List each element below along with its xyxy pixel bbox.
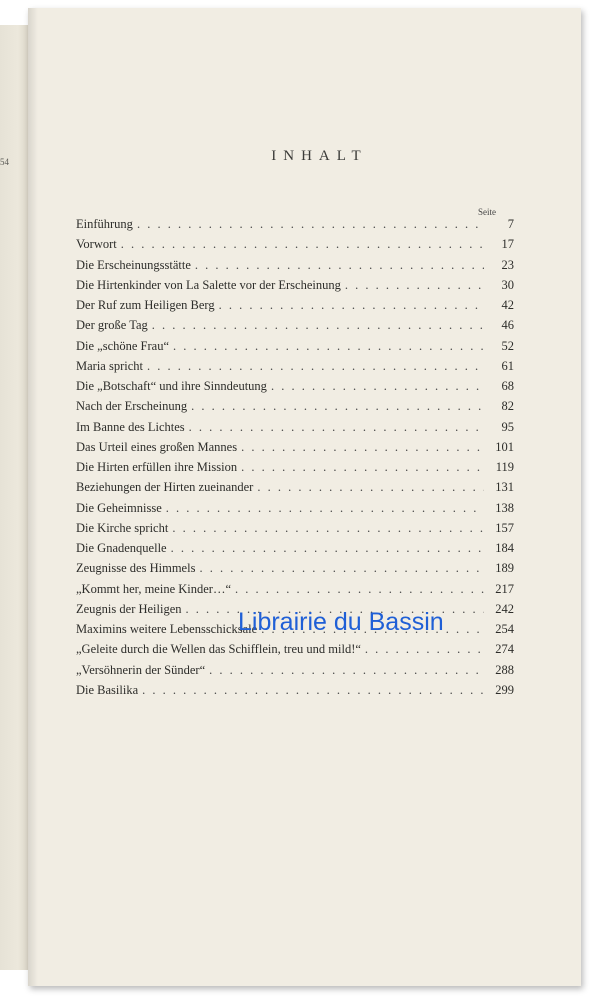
toc-leader-dots: [271, 379, 484, 394]
toc-entry-page: 82: [501, 399, 514, 414]
toc-entry-page: 217: [495, 581, 514, 596]
toc-leader-dots: [241, 460, 484, 475]
toc-entry: [76, 318, 514, 338]
toc-entry-page: 68: [501, 379, 514, 393]
toc-entry-title: Beziehungen der Hirten zueinander: [76, 480, 254, 495]
toc-entry-title: Einführung: [76, 217, 133, 231]
toc-entry: [76, 582, 514, 602]
toc-leader-dots: [152, 318, 484, 333]
toc-entry-page: 242: [495, 601, 514, 616]
toc-entry-title: Der große Tag: [76, 318, 148, 333]
toc-entry-page: 42: [501, 298, 514, 312]
page-title: INHALT: [271, 148, 368, 164]
toc-entry: [76, 642, 514, 662]
toc-entry-title: Die „schöne Frau“: [76, 338, 170, 353]
toc-entry-title: Maximins weitere Lebensschicksale: [76, 622, 258, 636]
toc-entry-title: Die Erscheinungsstätte: [76, 257, 191, 272]
toc-entry: [76, 278, 514, 298]
toc-leader-dots: [171, 541, 484, 556]
previous-page-edge: [0, 25, 30, 970]
toc-entry-title: Zeugnis der Heiligen: [76, 601, 182, 616]
toc-entry-page: 274: [495, 642, 514, 657]
toc-leader-dots: [345, 278, 484, 293]
toc-entry-page: 138: [495, 500, 514, 515]
toc-entry-page: 157: [495, 520, 514, 535]
page-column-label: Seite: [478, 207, 496, 217]
toc-entry: [76, 440, 514, 460]
toc-entry: [76, 379, 514, 399]
toc-entry-title: Die Kirche spricht: [76, 520, 169, 535]
toc-entry: [76, 541, 514, 561]
toc-entry: [76, 237, 514, 257]
toc-leader-dots: [137, 217, 484, 232]
toc-leader-dots: [235, 582, 484, 597]
toc-entry-title: Die Geheimnisse: [76, 500, 162, 515]
toc-entry-page: 7: [507, 217, 514, 231]
toc-entry: [76, 501, 514, 521]
toc-entry-page: 46: [501, 318, 514, 333]
toc-entry-title: Die Basilika: [76, 682, 139, 697]
toc-entry: [76, 521, 514, 541]
toc-leader-dots: [195, 258, 484, 273]
toc-leader-dots: [191, 399, 484, 414]
toc-leader-dots: [209, 663, 484, 678]
toc-entry-title: Vorwort: [76, 237, 117, 252]
toc-entry-page: 189: [495, 561, 514, 576]
toc-entry: [76, 420, 514, 440]
book-page: [28, 8, 581, 986]
toc-entry-page: 184: [495, 541, 514, 555]
toc-entry: [76, 217, 514, 237]
toc-leader-dots: [365, 642, 484, 657]
toc-entry-title: „Versöhnerin der Sünder“: [76, 662, 206, 677]
toc-entry: [76, 359, 514, 379]
toc-entry-title: „Kommt her, meine Kinder…“: [76, 581, 232, 596]
toc-entry: [76, 460, 514, 480]
toc-entry-title: „Geleite durch die Wellen das Schifflein, treu und mild!“: [76, 642, 361, 657]
toc-leader-dots: [219, 298, 484, 313]
previous-page-number: 54: [0, 157, 9, 167]
toc-entry: [76, 663, 514, 683]
toc-entry-page: 52: [501, 338, 514, 353]
toc-leader-dots: [173, 339, 484, 354]
toc-entry-page: 288: [495, 662, 514, 677]
toc-entry-title: Maria spricht: [76, 358, 143, 373]
toc-leader-dots: [199, 561, 484, 576]
toc-leader-dots: [172, 521, 484, 536]
toc-leader-dots: [121, 237, 484, 252]
toc-leader-dots: [241, 440, 484, 455]
toc-entry-title: Die Hirten erfüllen ihre Mission: [76, 460, 238, 474]
toc-entry-page: 61: [501, 358, 514, 373]
toc-entry-title: Die „Botschaft“ und ihre Sinndeutung: [76, 379, 267, 393]
toc-leader-dots: [147, 359, 484, 374]
toc-entry-title: Nach der Erscheinung: [76, 399, 188, 414]
toc-leader-dots: [189, 420, 484, 435]
toc-entry-title: Der Ruf zum Heiligen Berg: [76, 298, 215, 312]
toc-entry: [76, 561, 514, 581]
toc-entry-page: 131: [495, 480, 514, 495]
toc-entry-page: 23: [501, 257, 514, 272]
toc-entry-title: Die Gnadenquelle: [76, 541, 167, 555]
toc-entry-page: 95: [501, 419, 514, 434]
toc-entry: [76, 298, 514, 318]
toc-leader-dots: [257, 480, 484, 495]
toc-entry-title: Im Banne des Lichtes: [76, 419, 185, 434]
toc-leader-dots: [142, 683, 484, 698]
toc-entry-page: 101: [495, 439, 514, 454]
toc-entry-page: 119: [495, 460, 514, 474]
toc-entry: [76, 258, 514, 278]
toc-entry-title: Das Urteil eines großen Mannes: [76, 439, 238, 454]
toc-entry: [76, 480, 514, 500]
toc-entry-page: 17: [501, 237, 514, 252]
watermark: Librairie du Bassin: [238, 608, 444, 636]
toc-entry-title: Zeugnisse des Himmels: [76, 561, 196, 576]
toc-leader-dots: [166, 501, 484, 516]
toc-entry-page: 30: [501, 277, 514, 292]
toc-entry: [76, 399, 514, 419]
toc-entry: [76, 339, 514, 359]
toc-entry-page: 299: [495, 682, 514, 697]
toc-entry-page: 254: [495, 622, 514, 636]
toc-entry-title: Die Hirtenkinder von La Salette vor der Erscheinung: [76, 277, 341, 292]
toc-entry: [76, 683, 514, 703]
